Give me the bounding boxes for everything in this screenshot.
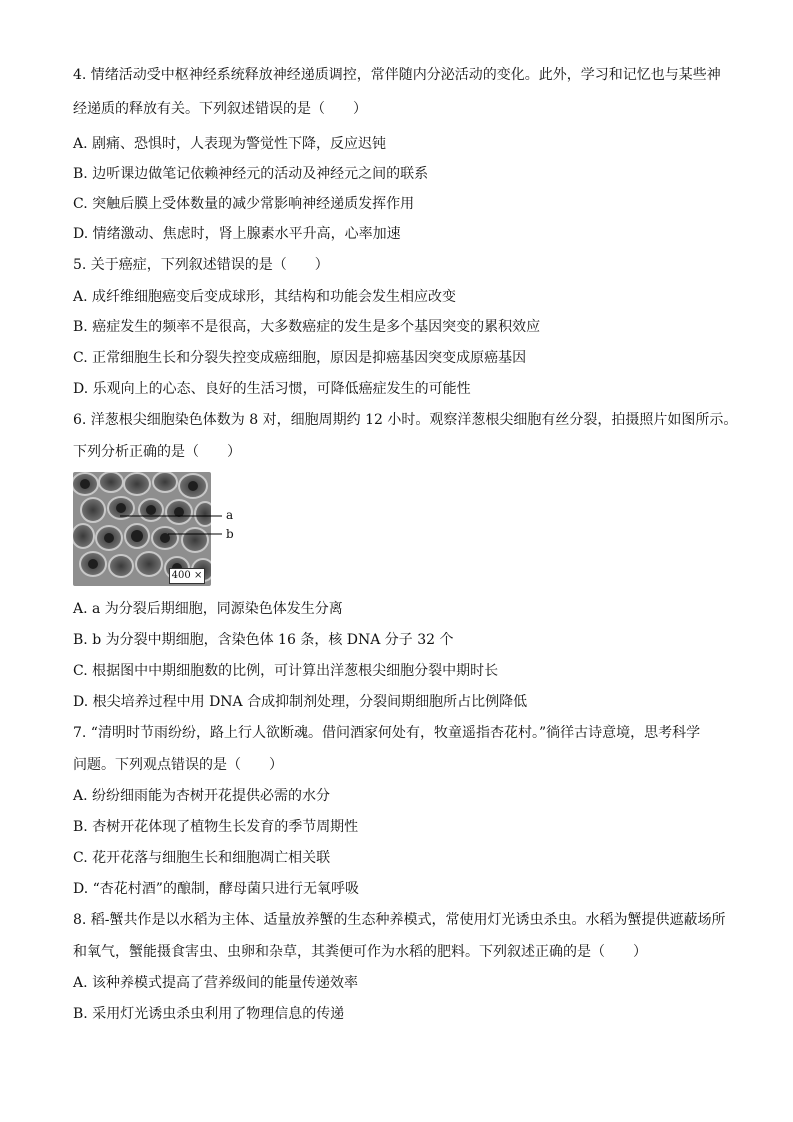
- q6-stem-line2: 下列分析正确的是（ ）: [73, 444, 241, 460]
- q6-option-b: B. b 为分裂中期细胞，含染色体 16 条，核 DNA 分子 32 个: [73, 632, 454, 648]
- q4-option-b: B. 边听课边做笔记依赖神经元的活动及神经元之间的联系: [73, 166, 429, 182]
- q6-option-d: D. 根尖培养过程中用 DNA 合成抑制剂处理，分裂间期细胞所占比例降低: [73, 694, 528, 710]
- q7-option-b: B. 杏树开花体现了植物生长发育的季节周期性: [73, 819, 359, 835]
- q4-option-c: C. 突触后膜上受体数量的减少常影响神经递质发挥作用: [73, 196, 415, 212]
- magnification-label: 400 ×: [169, 568, 205, 584]
- q5-option-d: D. 乐观向上的心态、良好的生活习惯，可降低癌症发生的可能性: [73, 381, 471, 397]
- q5-option-b: B. 癌症发生的频率不是很高，大多数癌症的发生是多个基因突变的累积效应: [73, 319, 541, 335]
- q7-option-a: A. 纷纷细雨能为杏树开花提供必需的水分: [73, 788, 331, 804]
- q5-option-a: A. 成纤维细胞癌变后变成球形，其结构和功能会发生相应改变: [73, 289, 457, 305]
- q7-stem-line1: 7. “清明时节雨纷纷，路上行人欲断魂。借问酒家何处有，牧童遥指杏花村。”徜徉古诗意境，思考科学: [73, 725, 701, 741]
- q8-stem-line2: 和氧气，蟹能摄食害虫、虫卵和杂草，其粪便可作为水稻的肥料。下列叙述正确的是（ ）: [73, 944, 647, 960]
- figure-label-b: b: [226, 527, 234, 541]
- q6-option-a: A. a 为分裂后期细胞，同源染色体发生分离: [73, 601, 343, 617]
- q5-option-c: C. 正常细胞生长和分裂失控变成癌细胞，原因是抑癌基因突变成原癌基因: [73, 350, 527, 366]
- q4-stem-line1: 4. 情绪活动受中枢神经系统释放神经递质调控，常伴随内分泌活动的变化。此外，学习和记忆也与某些神: [73, 67, 721, 83]
- figure-label-a: a: [226, 508, 234, 522]
- q7-stem-line2: 问题。下列观点错误的是（ ）: [73, 757, 283, 773]
- q4-stem-line2: 经递质的释放有关。下列叙述错误的是（ ）: [73, 101, 367, 117]
- q8-option-b: B. 采用灯光诱虫杀虫利用了物理信息的传递: [73, 1006, 345, 1022]
- q6-option-c: C. 根据图中中期细胞数的比例，可计算出洋葱根尖细胞分裂中期时长: [73, 663, 499, 679]
- q8-option-a: A. 该种养模式提高了营养级间的能量传递效率: [73, 975, 359, 991]
- q4-option-a: A. 剧痛、恐惧时，人表现为警觉性下降，反应迟钝: [73, 136, 387, 152]
- q4-option-d: D. 情绪激动、焦虑时，肾上腺素水平升高，心率加速: [73, 226, 401, 242]
- q5-stem: 5. 关于癌症，下列叙述错误的是（ ）: [73, 257, 329, 273]
- q8-stem-line1: 8. 稻-蟹共作是以水稻为主体、适量放养蟹的生态种养模式，常使用灯光诱虫杀虫。水稻为蟹提供遮蔽场所: [73, 912, 726, 928]
- q7-option-d: D. “杏花村酒”的酿制，酵母菌只进行无氧呼吸: [73, 881, 359, 897]
- q6-stem-line1: 6. 洋葱根尖细胞染色体数为 8 对，细胞周期约 12 小时。观察洋葱根尖细胞有丝分裂，拍摄照片如图所示。: [73, 412, 738, 428]
- q7-option-c: C. 花开花落与细胞生长和细胞凋亡相关联: [73, 850, 331, 866]
